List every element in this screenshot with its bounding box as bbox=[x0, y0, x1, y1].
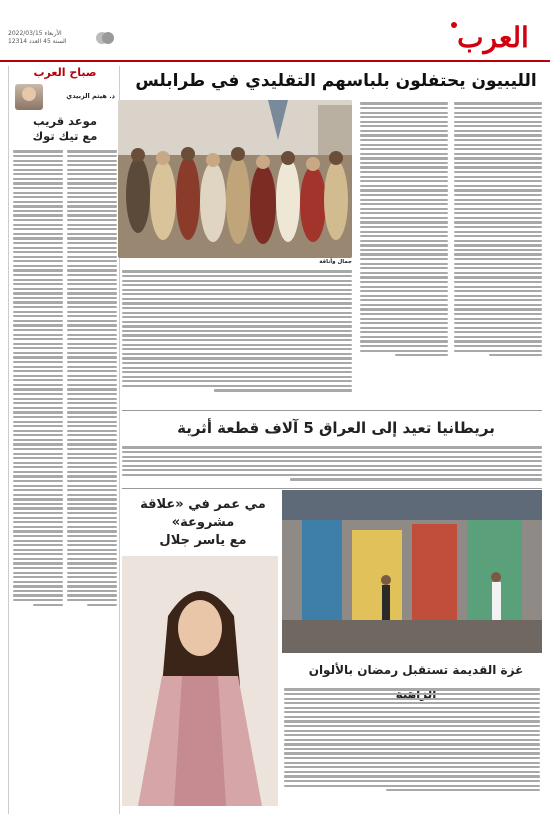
tripoli-photo bbox=[118, 100, 352, 258]
gaza-text bbox=[284, 686, 540, 814]
actress-illustration bbox=[122, 556, 278, 806]
tripoli-text-col2 bbox=[454, 100, 542, 405]
column-headline-line1: موعد قريب bbox=[32, 114, 97, 128]
opinion-sidebar bbox=[8, 66, 120, 814]
newspaper-logo[interactable]: العرب bbox=[440, 22, 538, 54]
column-headline[interactable] bbox=[13, 114, 117, 144]
column-title: صباح العرب bbox=[33, 66, 97, 79]
issue-number: السنة 45 العدد 12314 bbox=[8, 38, 67, 45]
gaza-headline[interactable]: غزة القديمة تستقبل رمضان بالألوان bbox=[308, 663, 524, 677]
column-text-right bbox=[67, 148, 117, 808]
mai-omar-headline-line2: مع ياسر جلال bbox=[159, 533, 247, 548]
tripoli-crowd-illustration bbox=[118, 100, 352, 258]
gaza-photo bbox=[282, 490, 542, 653]
tripoli-headline[interactable]: الليبيون يحتفلون بلباسهم التقليدي في طرابلس bbox=[135, 71, 537, 91]
author-block bbox=[9, 84, 121, 110]
tripoli-photo-caption: جمال وأناقة bbox=[319, 259, 352, 265]
author-name: د. هيثم الزبيدي bbox=[66, 92, 115, 100]
mai-omar-headline[interactable] bbox=[128, 496, 278, 546]
issue-date-block bbox=[8, 30, 118, 46]
section-divider bbox=[122, 410, 542, 411]
section-divider-2 bbox=[122, 488, 542, 489]
publisher-seal-icon bbox=[96, 30, 114, 46]
column-headline-line2: مع تيك توك bbox=[32, 129, 98, 143]
column-text-left bbox=[13, 148, 63, 808]
masthead bbox=[0, 0, 550, 62]
mai-omar-headline-line1: مي عمر في «علاقة مشروعة» bbox=[140, 497, 266, 530]
tripoli-text-under-photo bbox=[122, 268, 352, 408]
tripoli-text-col1 bbox=[360, 100, 448, 405]
iraq-text bbox=[122, 444, 542, 486]
issue-date: الأربعاء 2022/03/15 bbox=[8, 30, 62, 37]
iraq-headline[interactable]: بريطانيا تعيد إلى العراق 5 آلاف قطعة أثرية bbox=[177, 419, 495, 437]
mai-omar-photo bbox=[122, 556, 278, 806]
author-avatar bbox=[15, 84, 43, 110]
gaza-street-illustration bbox=[282, 490, 542, 653]
